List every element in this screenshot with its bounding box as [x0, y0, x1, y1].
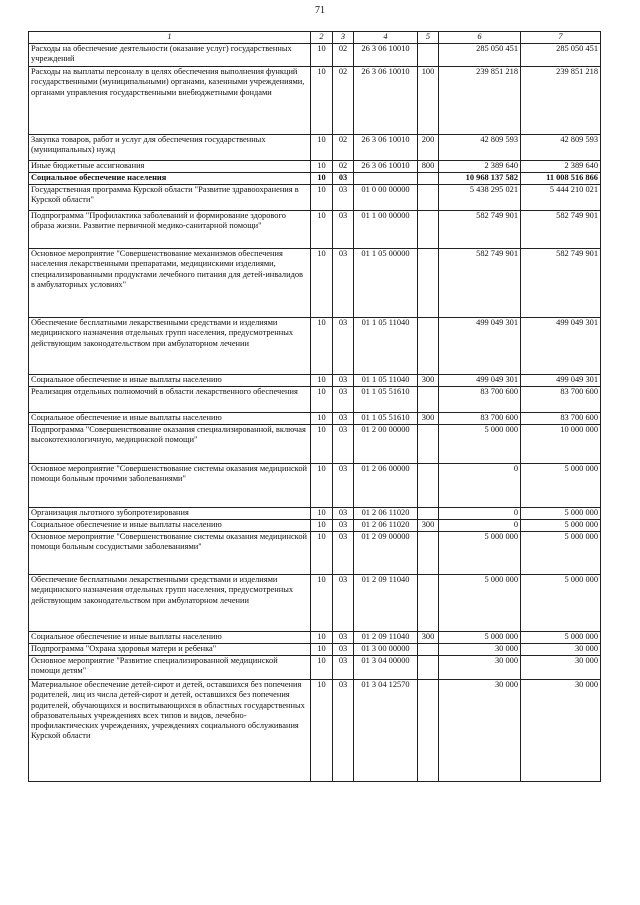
row-expense-type: [418, 44, 439, 67]
row-expense-type: [418, 249, 439, 318]
table-row: [29, 185, 601, 211]
row-section: 10: [311, 249, 333, 318]
table-row: [29, 532, 601, 575]
table-row: [29, 67, 601, 135]
row-sum-2: 83 700 600: [521, 387, 601, 413]
row-expense-type: [418, 464, 439, 508]
row-target-article: 01 1 05 00000: [354, 249, 418, 318]
row-sum-2: 5 000 000: [521, 508, 601, 520]
row-expense-type: [418, 575, 439, 632]
row-sum-1: 5 438 295 021: [439, 185, 521, 211]
row-target-article: 01 3 04 12570: [354, 680, 418, 782]
row-sum-1: 582 749 901: [439, 249, 521, 318]
row-sum-2: 499 049 301: [521, 375, 601, 387]
row-expense-type: [418, 425, 439, 464]
table-row: [29, 161, 601, 173]
row-name: Социальное обеспечение и иные выплаты населению: [29, 413, 311, 425]
row-subsection: 03: [333, 387, 354, 413]
row-sum-2: 30 000: [521, 644, 601, 656]
row-name: Обеспечение бесплатными лекарственными средствами и изделиями медицинского назначения отдельных групп населения, предусмотренных действующим законодательством при амбулаторном лечении: [29, 575, 311, 632]
row-target-article: 01 3 00 00000: [354, 644, 418, 656]
row-sum-1: 42 809 593: [439, 135, 521, 161]
row-name: Основное мероприятие "Развитие специализированной медицинской помощи детям": [29, 656, 311, 680]
row-subsection: 03: [333, 173, 354, 185]
row-sum-1: 5 000 000: [439, 425, 521, 464]
row-expense-type: 300: [418, 375, 439, 387]
row-subsection: 03: [333, 644, 354, 656]
row-target-article: 01 2 06 00000: [354, 464, 418, 508]
row-name: Подпрограмма "Охрана здоровья матери и ребенка": [29, 644, 311, 656]
row-sum-2: 2 389 640: [521, 161, 601, 173]
row-sum-1: 5 000 000: [439, 632, 521, 644]
row-section: 10: [311, 575, 333, 632]
row-expense-type: 200: [418, 135, 439, 161]
row-sum-2: 5 000 000: [521, 464, 601, 508]
row-sum-1: 239 851 218: [439, 67, 521, 135]
row-expense-type: 800: [418, 161, 439, 173]
row-section: 10: [311, 44, 333, 67]
table-row: [29, 413, 601, 425]
row-expense-type: 100: [418, 67, 439, 135]
header-row: [29, 32, 601, 44]
row-subsection: 03: [333, 532, 354, 575]
table-row: [29, 44, 601, 67]
row-subsection: 03: [333, 575, 354, 632]
row-name: Подпрограмма "Профилактика заболеваний и формирование здорового образа жизни. Развитие первичной медико-санитарной помощи": [29, 211, 311, 249]
row-section: 10: [311, 387, 333, 413]
row-name: Закупка товаров, работ и услуг для обеспечения государственных (муниципальных) нужд: [29, 135, 311, 161]
row-sum-1: 0: [439, 520, 521, 532]
row-section: 10: [311, 632, 333, 644]
row-target-article: 01 2 09 11040: [354, 575, 418, 632]
row-target-article: 01 2 09 00000: [354, 532, 418, 575]
row-sum-1: 30 000: [439, 644, 521, 656]
row-target-article: 01 2 09 11040: [354, 632, 418, 644]
row-name: Расходы на обеспечение деятельности (оказание услуг) государственных учреждений: [29, 44, 311, 67]
row-sum-1: 83 700 600: [439, 387, 521, 413]
row-name: Обеспечение бесплатными лекарственными средствами и изделиями медицинского назначения отдельных групп населения, предусмотренных действующим законодательством при амбулаторном лечении: [29, 318, 311, 375]
row-expense-type: [418, 173, 439, 185]
table-row: [29, 425, 601, 464]
row-section: 10: [311, 173, 333, 185]
row-section: 10: [311, 425, 333, 464]
table-row: [29, 211, 601, 249]
row-sum-1: 499 049 301: [439, 375, 521, 387]
row-sum-1: 499 049 301: [439, 318, 521, 375]
row-target-article: 26 3 06 10010: [354, 67, 418, 135]
row-name: Социальное обеспечение и иные выплаты населению: [29, 375, 311, 387]
row-section: 10: [311, 656, 333, 680]
row-sum-2: 30 000: [521, 680, 601, 782]
row-subsection: 02: [333, 135, 354, 161]
table-row: [29, 375, 601, 387]
row-section: 10: [311, 318, 333, 375]
row-subsection: 03: [333, 656, 354, 680]
row-name: Расходы на выплаты персоналу в целях обеспечения выполнения функций государственными (муниципальными) органами, казенными учреждениями, органами управления государственными внебюджетными фондами: [29, 67, 311, 135]
page-number: 71: [315, 5, 325, 16]
row-section: 10: [311, 161, 333, 173]
row-subsection: 02: [333, 161, 354, 173]
row-sum-1: 30 000: [439, 680, 521, 782]
row-name: Социальное обеспечение и иные выплаты населению: [29, 520, 311, 532]
table-row: [29, 464, 601, 508]
row-sum-2: 42 809 593: [521, 135, 601, 161]
row-name: Основное мероприятие "Совершенствование системы оказания медицинской помощи больным прочими заболеваниями": [29, 464, 311, 508]
row-section: 10: [311, 211, 333, 249]
row-name: Подпрограмма "Совершенствование оказания специализированной, включая высокотехнологичную, медицинской помощи": [29, 425, 311, 464]
row-sum-1: 83 700 600: [439, 413, 521, 425]
row-target-article: 26 3 06 10010: [354, 135, 418, 161]
row-target-article: 01 1 00 00000: [354, 211, 418, 249]
row-target-article: 26 3 06 10010: [354, 161, 418, 173]
row-section: 10: [311, 508, 333, 520]
row-sum-2: 239 851 218: [521, 67, 601, 135]
column-header: 1: [29, 32, 311, 44]
row-subsection: 03: [333, 211, 354, 249]
row-expense-type: [418, 656, 439, 680]
row-name: Материальное обеспечение детей-сирот и детей, оставшихся без попечения родителей, лиц из числа детей-сирот и детей, оставшихся без попечения родителей, обучающихся и воспитывающихся в областных государственных образовательных учреждениях всех типов и видов, лечебно-профилактических учреждениях, учреждениях социального обслуживания Курской области: [29, 680, 311, 782]
row-expense-type: [418, 211, 439, 249]
row-subsection: 03: [333, 680, 354, 782]
budget-table: [28, 31, 601, 782]
row-sum-1: 0: [439, 464, 521, 508]
row-name: Иные бюджетные ассигнования: [29, 161, 311, 173]
row-subsection: 03: [333, 413, 354, 425]
row-section: 10: [311, 680, 333, 782]
column-header: 6: [439, 32, 521, 44]
row-sum-1: 5 000 000: [439, 532, 521, 575]
column-header: 4: [354, 32, 418, 44]
row-name: Основное мероприятие "Совершенствование системы оказания медицинской помощи больным сосудистыми заболеваниями": [29, 532, 311, 575]
row-name: Организация льготного зубопротезирования: [29, 508, 311, 520]
row-sum-2: 499 049 301: [521, 318, 601, 375]
row-subsection: 03: [333, 318, 354, 375]
row-target-article: 01 1 05 51610: [354, 387, 418, 413]
row-name: Основное мероприятие "Совершенствование механизмов обеспечения населения лекарственными препаратами, медицинскими изделиями, специализированными продуктами лечебного питания для детей-инвалидов в амбулаторных условиях": [29, 249, 311, 318]
row-expense-type: [418, 532, 439, 575]
row-target-article: 01 1 05 11040: [354, 318, 418, 375]
row-name: Реализация отдельных полномочий в области лекарственного обеспечения: [29, 387, 311, 413]
row-sum-2: 5 444 210 021: [521, 185, 601, 211]
row-sum-2: 5 000 000: [521, 520, 601, 532]
row-subsection: 02: [333, 67, 354, 135]
row-sum-2: 582 749 901: [521, 249, 601, 318]
row-subsection: 03: [333, 508, 354, 520]
row-sum-1: 5 000 000: [439, 575, 521, 632]
row-sum-2: 83 700 600: [521, 413, 601, 425]
row-section: 10: [311, 67, 333, 135]
row-expense-type: [418, 508, 439, 520]
row-target-article: 26 3 06 10010: [354, 44, 418, 67]
row-sum-1: 0: [439, 508, 521, 520]
row-sum-2: 5 000 000: [521, 532, 601, 575]
row-expense-type: [418, 318, 439, 375]
column-header: 7: [521, 32, 601, 44]
column-header: 3: [333, 32, 354, 44]
table-row: [29, 520, 601, 532]
row-name: Государственная программа Курской области "Развитие здравоохранения в Курской области": [29, 185, 311, 211]
table-row: [29, 249, 601, 318]
row-subsection: 03: [333, 464, 354, 508]
row-section: 10: [311, 532, 333, 575]
row-sum-2: 5 000 000: [521, 575, 601, 632]
row-expense-type: 300: [418, 520, 439, 532]
table-row: [29, 173, 601, 185]
table-row: [29, 575, 601, 632]
row-sum-2: 11 008 516 866: [521, 173, 601, 185]
table-row: [29, 135, 601, 161]
row-sum-1: 285 050 451: [439, 44, 521, 67]
table-row: [29, 632, 601, 644]
row-target-article: 01 3 04 00000: [354, 656, 418, 680]
row-subsection: 03: [333, 520, 354, 532]
row-target-article: 01 2 06 11020: [354, 520, 418, 532]
row-target-article: 01 2 00 00000: [354, 425, 418, 464]
row-name: Социальное обеспечение населения: [29, 173, 311, 185]
row-section: 10: [311, 464, 333, 508]
row-target-article: [354, 173, 418, 185]
table-row: [29, 318, 601, 375]
row-section: 10: [311, 520, 333, 532]
row-sum-2: 285 050 451: [521, 44, 601, 67]
row-sum-1: 582 749 901: [439, 211, 521, 249]
row-subsection: 02: [333, 44, 354, 67]
row-sum-2: 10 000 000: [521, 425, 601, 464]
row-sum-2: 30 000: [521, 656, 601, 680]
column-header: 2: [311, 32, 333, 44]
row-subsection: 03: [333, 249, 354, 318]
row-expense-type: [418, 680, 439, 782]
row-target-article: 01 0 00 00000: [354, 185, 418, 211]
table-row: [29, 656, 601, 680]
row-sum-1: 30 000: [439, 656, 521, 680]
row-expense-type: [418, 644, 439, 656]
table-row: [29, 508, 601, 520]
row-subsection: 03: [333, 375, 354, 387]
row-expense-type: 300: [418, 413, 439, 425]
row-target-article: 01 2 06 11020: [354, 508, 418, 520]
row-expense-type: [418, 387, 439, 413]
row-subsection: 03: [333, 425, 354, 464]
row-subsection: 03: [333, 185, 354, 211]
table-row: [29, 680, 601, 782]
row-expense-type: [418, 185, 439, 211]
row-target-article: 01 1 05 51610: [354, 413, 418, 425]
row-sum-2: 5 000 000: [521, 632, 601, 644]
row-expense-type: 300: [418, 632, 439, 644]
row-sum-1: 10 968 137 582: [439, 173, 521, 185]
row-section: 10: [311, 135, 333, 161]
row-section: 10: [311, 375, 333, 387]
row-section: 10: [311, 644, 333, 656]
column-header: 5: [418, 32, 439, 44]
table-row: [29, 387, 601, 413]
row-sum-1: 2 389 640: [439, 161, 521, 173]
row-section: 10: [311, 413, 333, 425]
row-section: 10: [311, 185, 333, 211]
row-sum-2: 582 749 901: [521, 211, 601, 249]
row-name: Социальное обеспечение и иные выплаты населению: [29, 632, 311, 644]
row-subsection: 03: [333, 632, 354, 644]
table-row: [29, 644, 601, 656]
row-target-article: 01 1 05 11040: [354, 375, 418, 387]
